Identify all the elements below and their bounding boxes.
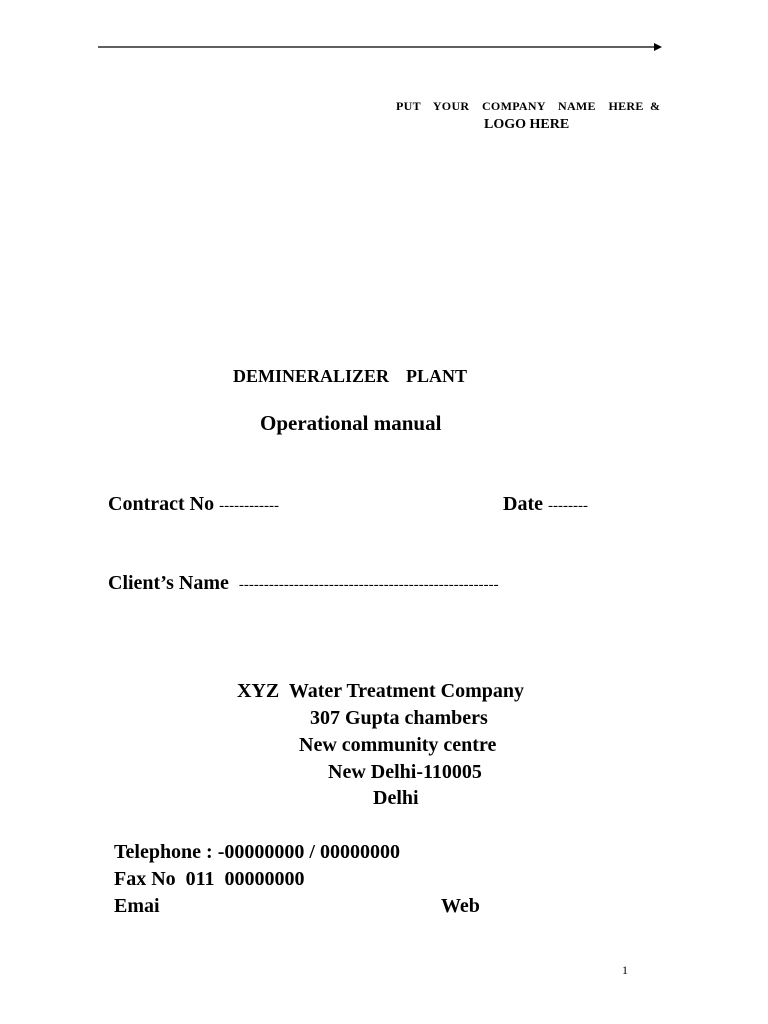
address-company: XYZ Water Treatment Company: [237, 680, 525, 702]
fax-line: Fax No 011 00000000: [114, 868, 305, 890]
address-line-4: Delhi: [373, 787, 419, 809]
company-name-placeholder: PUT YOUR COMPANY NAME HERE &: [396, 99, 661, 113]
contract-no-value: ------------: [219, 498, 280, 514]
contract-no-field: [108, 493, 279, 516]
address-line-2: New community centre: [299, 734, 497, 756]
document-title: DEMINERALIZER PLANT: [233, 366, 468, 386]
address-line-3: New Delhi-110005: [328, 761, 482, 783]
address-line-1: 307 Gupta chambers: [310, 707, 488, 729]
contract-no-label: Contract No: [108, 493, 220, 515]
header-arrow-line: [98, 41, 664, 53]
web-label: Web: [441, 895, 480, 917]
email-label: Emai: [114, 895, 160, 917]
client-name-value: ----------------------------------------------------: [238, 577, 499, 593]
date-field: [503, 493, 588, 516]
document-subtitle: Operational manual: [260, 411, 442, 435]
client-name-label: Client’s Name: [108, 572, 239, 594]
page-number: 1: [622, 963, 628, 977]
client-name-field: [108, 572, 499, 595]
date-label: Date: [503, 493, 548, 515]
logo-placeholder: LOGO HERE: [484, 117, 570, 132]
telephone-line: Telephone : -00000000 / 00000000: [114, 841, 400, 863]
date-value: --------: [547, 498, 588, 514]
